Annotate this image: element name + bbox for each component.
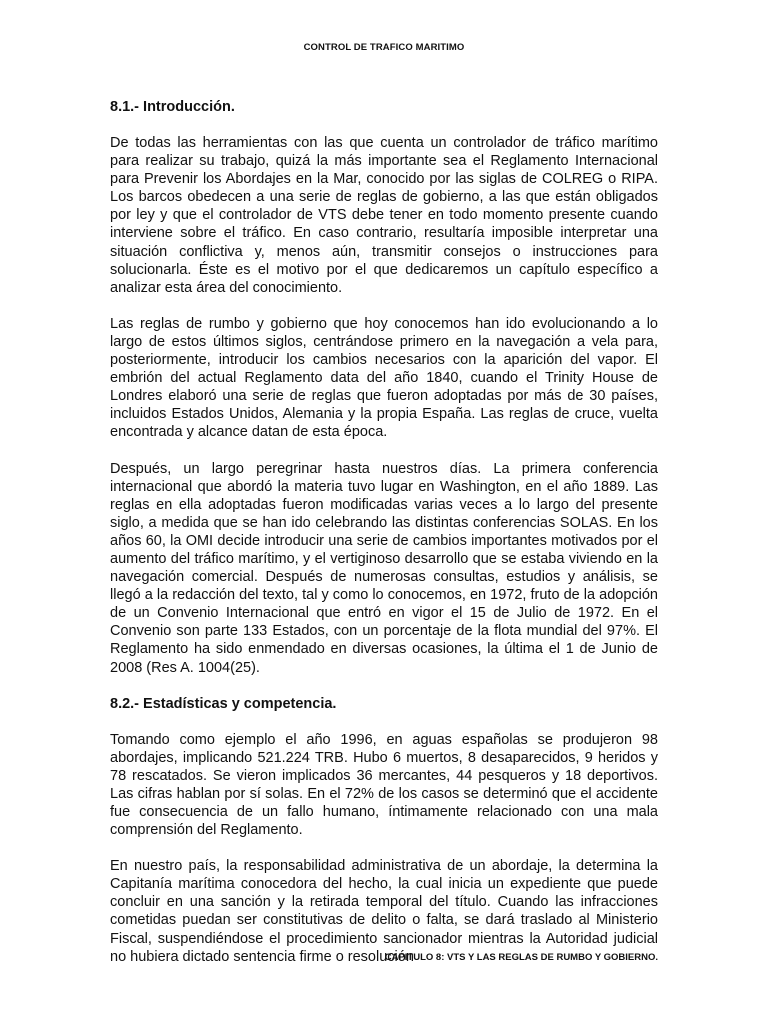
page-header: CONTROL DE TRAFICO MARITIMO [303, 42, 465, 53]
paragraph: Tomando como ejemplo el año 1996, en aguas españolas se produjeron 98 abordajes, implicando 521.224 TRB. Hubo 6 muertos, 8 desaparecidos, 9 heridos y 78 rescatados. Se vieron implicados 36 mercantes, 44 pesqueros y 18 deportivos. Las cifras hablan por sí solas. En el 72% de los casos se determinó que el accidente fue consecuencia de un fallo humano, íntimamente relacionado con una mala comprensión del Reglamento. [110, 731, 658, 839]
section-title: 8.1.- Introducción. [110, 99, 235, 115]
document-body [110, 98, 658, 984]
paragraph: Las reglas de rumbo y gobierno que hoy conocemos han ido evolucionando a lo largo de estos últimos siglos, centrándose primero en la navegación a vela para, posteriormente, introducir los cambios necesarios con la aparición del vapor. El embrión del actual Reglamento data del año 1840, cuando el Trinity House de Londres elaboró una serie de reglas que fueron adoptadas por más de 30 países, incluidos Estados Unidos, Alemania y la propia España. Las reglas de cruce, vuelta encontrada y alcance datan de esta época. [110, 315, 658, 441]
paragraph: De todas las herramientas con las que cuenta un controlador de tráfico marítimo para realizar su trabajo, quizá la más importante sea el Reglamento Internacional para Prevenir los Abordajes en la Mar, conocido por las siglas de COLREG o RIPA. Los barcos obedecen a una serie de reglas de gobierno, a las que están obligados por ley y que el controlador de VTS debe tener en todo momento presente cuando interviene sobre el tráfico. En caso contrario, resultaría imposible interpretar una situación conflictiva y, menos aún, transmitir consejos o instrucciones para solucionarla. Éste es el motivo por el que dedicaremos un capítulo específico a analizar esta área del conocimiento. [110, 135, 658, 296]
section-introduccion [110, 98, 658, 677]
paragraph: Después, un largo peregrinar hasta nuestros días. La primera conferencia internacional que abordó la materia tuvo lugar en Washington, en el año 1889. Las reglas en ella adoptadas fueron modificadas varias veces a lo largo del presente siglo, a medida que se han ido celebrando las distintas conferencias SOLAS. En los años 60, la OMI decide introducir una serie de cambios importantes motivados por el aumento del tráfico marítimo, y el vertiginoso desarrollo que se estaba viviendo en la navegación comercial. Después de numerosas consultas, estudios y análisis, se llegó a la redacción del texto, tal y como lo conocemos, en 1972, fruto de la adopción de un Convenio Internacional que entró en vigor el 15 de Julio de 1972. En el Convenio son parte 133 Estados, con un porcentaje de la flota mundial del 97%. El Reglamento ha sido enmendado en diversas ocasiones, la última el 1 de Junio de 2008 (Res A. 1004(25). [110, 460, 658, 676]
page-footer: CAPITULO 8: VTS Y LAS REGLAS DE RUMBO Y GOBIERNO. [384, 952, 658, 963]
section-estadisticas [110, 695, 658, 966]
section-title: 8.2.- Estadísticas y competencia. [110, 695, 337, 712]
paragraph: En nuestro país, la responsabilidad administrativa de un abordaje, la determina la Capitanía marítima conocedora del hecho, la cual inicia un expediente que puede concluir en una sanción y la retirada temporal del título. Cuando las infracciones cometidas puedan ser constitutivas de delito o falta, se dará traslado al Ministerio Fiscal, suspendiéndose el procedimiento sancionador mientras la Autoridad judicial no hubiera dictado sentencia firme o resolución [110, 858, 658, 965]
